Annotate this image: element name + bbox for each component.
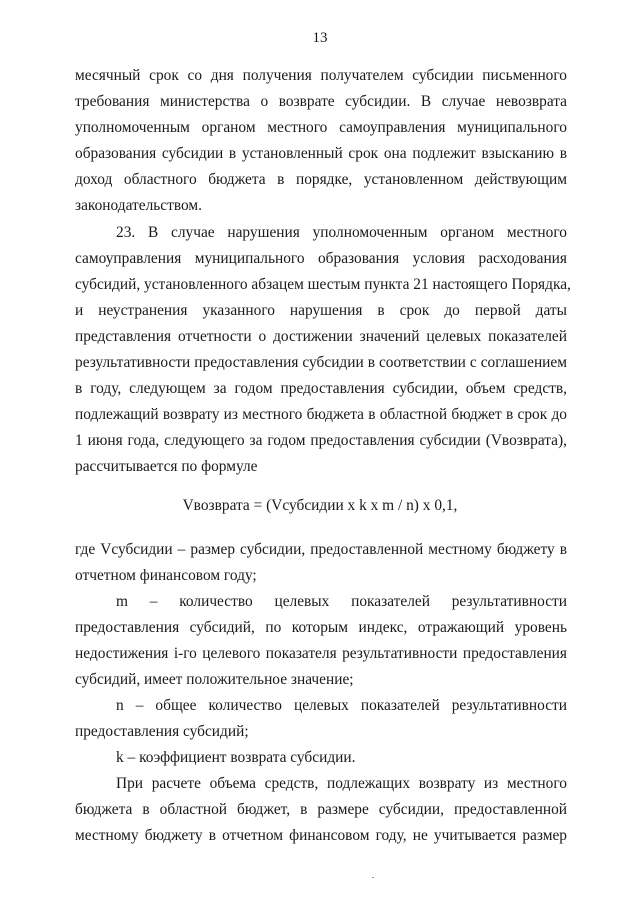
text-line: подлежащий возврату из местного бюджета в областной бюджет в срок до: [75, 406, 567, 423]
text-line: предоставления субсидий, по которым индекс, отражающий уровень: [75, 619, 567, 636]
text-line: субсидий, установленного абзацем шестым пункта 21 настоящего Порядка,: [75, 276, 571, 293]
text-line: субсидий, имеет положительное значение;: [75, 671, 354, 688]
text-line: месячный срок со дня получения получателем субсидии письменного: [75, 67, 567, 84]
paragraph-first-line: 23. В случае нарушения уполномоченным органом местного: [116, 224, 567, 241]
paragraph-first-line: При расчете объема средств, подлежащих возврату из местного: [116, 775, 567, 792]
text-line: предоставления субсидий;: [75, 723, 249, 740]
text-line: рассчитывается по формуле: [75, 458, 258, 475]
scan-speck: [372, 877, 374, 878]
text-line: 1 июня года, следующего за годом предоставления субсидии (Vвозврата),: [75, 432, 567, 449]
text-line: в году, следующем за годом предоставления субсидии, объем средств,: [75, 380, 567, 397]
text-line: и неустранения указанного нарушения в срок до первой даты: [75, 302, 567, 319]
text-line: образования субсидии в установленный срок она подлежит взысканию в: [75, 145, 567, 162]
text-line: недостижения i-го целевого показателя результативности предоставления: [75, 645, 567, 662]
text-line: представления отчетности о достижении значений целевых показателей: [75, 328, 567, 345]
text-line: уполномоченным органом местного самоуправления муниципального: [75, 119, 567, 136]
text-line: бюджета в областной бюджет, в размере субсидии, предоставленной: [75, 801, 567, 818]
page-number: 13: [312, 30, 328, 46]
text-line: требования министерства о возврате субсидии. В случае невозврата: [75, 93, 567, 110]
paragraph-first-line: n – общее количество целевых показателей результативности: [116, 697, 567, 714]
text-line: отчетном финансовом году;: [75, 567, 257, 584]
paragraph-first-line: k – коэффициент возврата субсидии.: [116, 749, 356, 766]
paragraph-first-line: m – количество целевых показателей результативности: [116, 593, 567, 610]
text-line: где Vсубсидии – размер субсидии, предоставленной местному бюджету в: [75, 541, 567, 558]
text-line: местному бюджету в отчетном финансовом году, не учитывается размер: [75, 827, 567, 844]
text-line: доход областного бюджета в порядке, установленном действующим: [75, 171, 567, 188]
text-line: законодательством.: [75, 197, 203, 214]
text-line: самоуправления муниципального образования условия расходования: [75, 250, 567, 267]
text-line: результативности предоставления субсидии в соответствии с соглашением: [75, 354, 567, 371]
formula: Vвозврата = (Vсубсидии x k x m / n) x 0,1,: [182, 497, 458, 514]
